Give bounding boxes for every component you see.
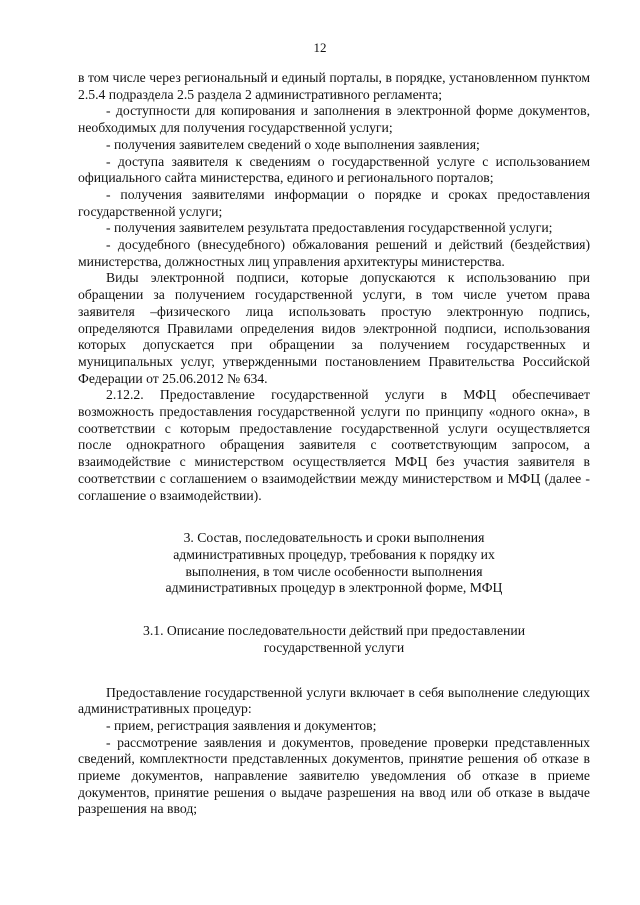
- section-heading-line: выполнения, в том числе особенности выполнения: [185, 563, 483, 579]
- list-item: - получения заявителем результата предоставления государственной услуги;: [106, 220, 553, 236]
- section-heading: [78, 530, 590, 597]
- paragraph: Виды электронной подписи, которые допускаются к использованию при обращении за получением государственной услуги, в том числе учетом права заявителя –физического лица использовать простую электронную подпись, определяются Правилами определения видов электронной подписи, использования которых допускается при обращении за получением государственных и муниципальных услуг, утвержденными постановлением Правительства Российской Федерации от 25.06.2012 № 634.: [78, 270, 590, 386]
- subsection-heading-line: государственной услуги: [263, 639, 405, 655]
- paragraph: Предоставление государственной услуги включает в себя выполнение следующих административных процедур:: [78, 684, 590, 717]
- list-item: - доступа заявителя к сведениям о государственной услуге с использованием официального сайта министерства, единого и регионального порталов;: [78, 153, 590, 186]
- subsection-heading: [78, 623, 590, 656]
- list-item: - доступности для копирования и заполнения в электронной форме документов, необходимых для получения государственной услуги;: [78, 103, 590, 136]
- section-heading-line: административных процедур, требования к порядку их: [173, 546, 495, 562]
- list-item: - прием, регистрация заявления и документов;: [106, 717, 377, 733]
- paragraph: 2.12.2. Предоставление государственной услуги в МФЦ обеспечивает возможность предоставления государственной услуги по принципу «одного окна», в соответствии с которым предоставление государственной услуги осуществляется после однократного обращения заявителя с соответствующим запросом, а взаимодействие с министерством осуществляется МФЦ без участия заявителя в соответствии с соглашением о взаимодействии между министерством и МФЦ (далее - соглашение о взаимодействии).: [78, 387, 590, 503]
- document-body: [78, 70, 590, 818]
- page-number: 12: [313, 40, 327, 55]
- section-heading-line: административных процедур в электронной форме, МФЦ: [165, 580, 503, 596]
- list-item: - получения заявителями информации о порядке и сроках предоставления государственной услуги;: [78, 186, 590, 219]
- list-item: - рассмотрение заявления и документов, проведение проверки представленных сведений, комплектности представленных документов, принятие решения об отказе в приеме документов, направление заявителю уведомления об отказе в приеме документов, принятие решения о выдаче разрешения на ввод или об отказе в выдаче разрешения на ввод;: [78, 734, 590, 817]
- paragraph: в том числе через региональный и единый порталы, в порядке, установленном пунктом 2.5.4 подраздела 2.5 раздела 2 административного регламента;: [78, 70, 590, 102]
- section-heading-line: 3. Состав, последовательность и сроки выполнения: [183, 530, 485, 546]
- subsection-heading-line: 3.1. Описание последовательности действий при предоставлении: [142, 623, 526, 639]
- list-item: - получения заявителем сведений о ходе выполнения заявления;: [106, 136, 480, 152]
- list-item: - досудебного (внесудебного) обжалования решений и действий (бездействия) министерства, должностных лиц управления архитектуры министерства.: [78, 237, 590, 269]
